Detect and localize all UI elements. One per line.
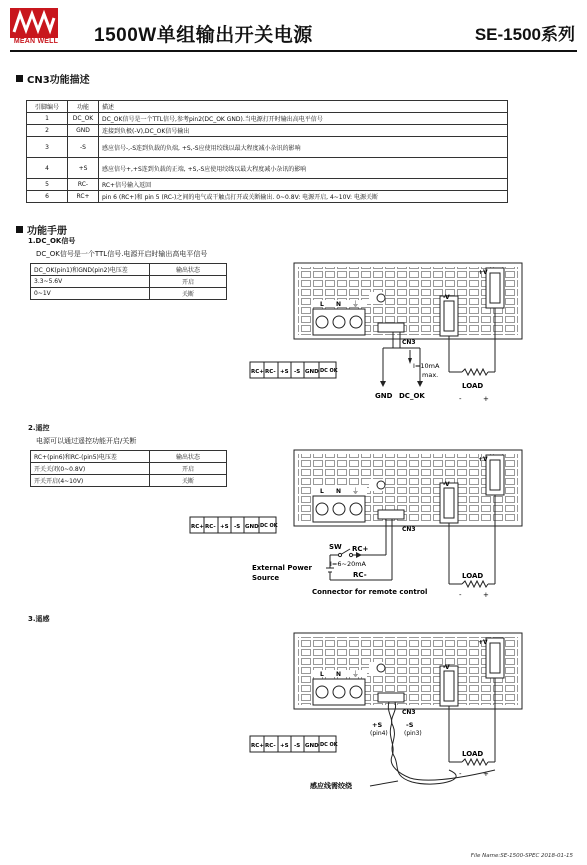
dcok-label: DC_OK [399, 392, 425, 400]
pin-description: 连接到负极(-V),DC_OK信号输出 [99, 125, 508, 137]
col-header: 功能 [68, 101, 99, 113]
connector-remote-label: Connector for remote control [312, 588, 428, 596]
status-cell: 开启 [150, 463, 227, 475]
pin-label: GND [245, 524, 259, 530]
terminal-screw-icon [333, 503, 345, 515]
pin-label: RC+ [251, 743, 264, 749]
terminal-screw-icon [316, 686, 328, 698]
earth-icon: ⏚ [352, 487, 359, 495]
minus-v-terminal [444, 488, 454, 518]
pin-description: 感应信号-,-S连到负载的负端, +S,-S应使用绞线以最大程度减小杂讯的影响 [99, 137, 508, 158]
load-plus: + [483, 770, 489, 778]
col-header: 输出状态 [150, 264, 227, 276]
label-L: L [320, 301, 324, 308]
col-header: 引脚编号 [27, 101, 68, 113]
pin-function: GND [68, 125, 99, 137]
terminal-screw-icon [316, 316, 328, 328]
rc-plus-label: RC+ [352, 545, 369, 553]
plus-s-label: +S [372, 721, 383, 729]
voltage-adjust-pot-icon [377, 664, 385, 672]
minus-s-pin: (pin3) [404, 730, 422, 737]
cn3-pin-strip [250, 362, 339, 378]
pin-label: -S [294, 743, 301, 749]
cn3-pin-strip [190, 517, 279, 533]
load-plus: + [483, 591, 489, 599]
pin-label: DC OK [320, 742, 338, 748]
cn3-connector [378, 510, 404, 519]
load-minus: - [459, 395, 462, 403]
section3-title: 3.遥感 [28, 615, 50, 623]
label-L: L [320, 488, 324, 495]
cn3-connector [378, 323, 404, 332]
pin-number: 2 [27, 125, 68, 137]
pin-number: 5 [27, 179, 68, 191]
cn3-label: CN3 [402, 339, 416, 346]
pin-label: DC OK [320, 368, 338, 374]
pin-label: GND [305, 369, 319, 375]
voltage-cell: 3.3~5.6V [31, 276, 150, 288]
minus-s-label: -S [406, 721, 414, 729]
col-header: 输出状态 [150, 451, 227, 463]
status-cell: 关断 [150, 475, 227, 487]
status-cell: 关断 [150, 288, 227, 300]
pin-number: 4 [27, 158, 68, 179]
external-power-label: External Power [252, 564, 312, 572]
load-plus: + [483, 395, 489, 403]
remote-sense-diagram [294, 633, 522, 790]
plus-v-label: +V [478, 456, 488, 463]
pin-function: +S [68, 158, 99, 179]
footer-filename: File Name:SE-1500-SPEC 2018-01-15 [470, 853, 573, 859]
cn3-heading-text: CN3功能描述 [27, 75, 90, 86]
cn3-connector [378, 693, 404, 702]
terminal-screw-icon [333, 686, 345, 698]
label-L: L [320, 671, 324, 678]
voltage-cell: 开关关闭(0~0.8V) [31, 463, 150, 475]
plus-v-terminal [490, 460, 500, 490]
plus-v-terminal [490, 273, 500, 303]
pin-label: RC+ [191, 524, 204, 530]
minus-v-label: -V [443, 294, 450, 301]
pin-description: 感应信号+,+S连到负载的正端, +S,-S应使用绞线以最大程度减小杂讯的影响 [99, 158, 508, 179]
arrow-down-icon [417, 381, 423, 387]
pin-label: RC- [265, 743, 276, 749]
load-label: LOAD [462, 750, 484, 758]
pin-description: RC+信号输入返回 [99, 179, 508, 191]
cn3-label: CN3 [402, 709, 416, 716]
load-resistor-icon [462, 581, 488, 587]
section2-subtitle: 电源可以通过遥控功能开启/关断 [36, 437, 137, 445]
page-title: 1500W单组输出开关电源 [94, 25, 313, 46]
pin-label: -S [294, 369, 301, 375]
load-label: LOAD [462, 572, 484, 580]
pin-label: +S [280, 743, 289, 749]
pin-label: RC- [265, 369, 276, 375]
pin-function: RC- [68, 179, 99, 191]
pin-description: DC_OK信号是一个TTL信号,参考pin2(DC_OK GND).当电源打开时输出高电平信号 [99, 113, 508, 125]
col-header: RC+(pin6)和RC-(pin5)电压差 [31, 451, 150, 463]
gnd-label: GND [375, 392, 393, 400]
pin-function: RC+ [68, 191, 99, 203]
twisted-wire-note: 感应线需绞绕 [310, 782, 352, 790]
terminal-screw-icon [316, 503, 328, 515]
pin-label: DC OK [260, 523, 278, 529]
plus-v-terminal [490, 643, 500, 673]
cn3-pin-strip [250, 736, 339, 752]
pin-label: RC- [205, 524, 216, 530]
model-name: SE-1500系列 [474, 25, 575, 44]
voltage-adjust-pot-icon [377, 481, 385, 489]
plus-v-label: +V [478, 639, 488, 646]
label-N: N [336, 671, 342, 678]
terminal-screw-icon [333, 316, 345, 328]
terminal-screw-icon [350, 316, 362, 328]
pin-number: 1 [27, 113, 68, 125]
pin-label: +S [280, 369, 289, 375]
col-header: 描述 [99, 101, 508, 113]
pin-function: -S [68, 137, 99, 158]
col-header: DC_OK(pin1)和GND(pin2)电压差 [31, 264, 150, 276]
plus-s-pin: (pin4) [370, 730, 388, 737]
voltage-cell: 0~1V [31, 288, 150, 300]
function-manual-heading-text: 功能手册 [27, 226, 67, 237]
pin-number: 3 [27, 137, 68, 158]
remote-control-diagram [252, 450, 522, 599]
load-label: LOAD [462, 382, 484, 390]
pin-label: RC+ [251, 369, 264, 375]
minus-v-terminal [444, 671, 454, 701]
dcok-diagram [294, 263, 522, 403]
label-N: N [336, 488, 342, 495]
plus-v-label: +V [478, 269, 488, 276]
status-cell: 开启 [150, 276, 227, 288]
earth-icon: ⏚ [352, 670, 359, 678]
terminal-screw-icon [350, 503, 362, 515]
dcok-current-max: max. [422, 371, 439, 379]
pin-label: +S [220, 524, 229, 530]
section1-title: 1.DC_OK信号 [28, 237, 76, 245]
pin-label: -S [234, 524, 241, 530]
pin-number: 6 [27, 191, 68, 203]
pin-label: GND [305, 743, 319, 749]
load-minus: - [459, 770, 462, 778]
switch-label: SW [329, 543, 342, 551]
logo-text: MEAN WELL [13, 38, 59, 45]
terminal-screw-icon [350, 686, 362, 698]
pin-description: pin 6 (RC+)和 pin 5 (RC-)之间的电气或干触点打开或关断输出. 0~0.8V: 电源开启, 4~10V: 电源关断 [99, 191, 508, 203]
rc-current: I=6~20mA [330, 560, 366, 568]
load-resistor-icon [462, 759, 488, 765]
dcok-current: I=10mA [413, 362, 440, 370]
cn3-label: CN3 [402, 526, 416, 533]
voltage-cell: 开关开启(4~10V) [31, 475, 150, 487]
minus-v-label: -V [443, 664, 450, 671]
pin-function: DC_OK [68, 113, 99, 125]
external-source-label: Source [252, 574, 280, 582]
earth-icon: ⏚ [352, 300, 359, 308]
minus-v-label: -V [443, 481, 450, 488]
arrow-down-icon [380, 381, 386, 387]
voltage-adjust-pot-icon [377, 294, 385, 302]
load-resistor-icon [462, 369, 488, 375]
load-minus: - [459, 591, 462, 599]
label-N: N [336, 301, 342, 308]
minus-v-terminal [444, 301, 454, 331]
section1-subtitle: DC_OK信号是一个TTL信号.电源开启时输出高电平信号 [36, 250, 208, 258]
rc-minus-label: RC- [353, 571, 367, 579]
section2-title: 2.遥控 [28, 424, 50, 432]
